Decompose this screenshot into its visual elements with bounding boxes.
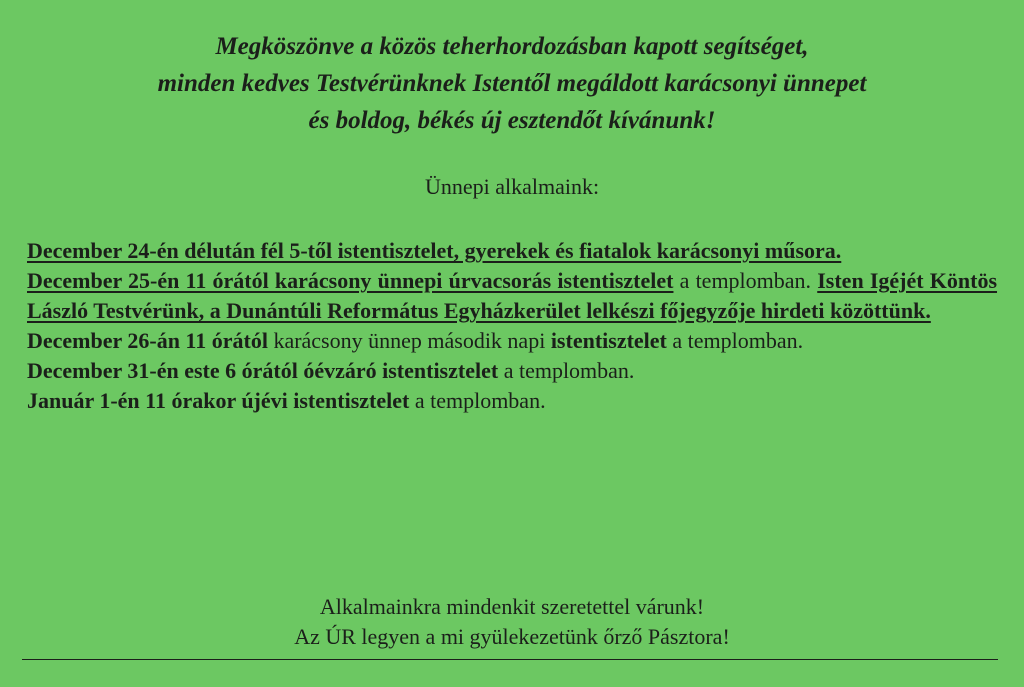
closing-line: Alkalmainkra mindenkit szeretettel várunk! bbox=[319, 594, 705, 619]
events-heading: Ünnepi alkalmaink: bbox=[424, 174, 600, 199]
event-jan-1 bbox=[27, 386, 997, 416]
event-jan-1-title: Január 1-én 11 órakor újévi istentisztelet bbox=[27, 388, 410, 413]
event-dec-31-title: December 31-én este 6 órától óévzáró istentisztelet bbox=[27, 358, 499, 383]
greeting-line: minden kedves Testvérünknek Istentől megáldott karácsonyi ünnepet bbox=[157, 70, 867, 97]
event-dec-26-location: a templomban. bbox=[666, 328, 804, 353]
event-dec-25-location: a templomban. bbox=[673, 268, 818, 293]
event-dec-31-location: a templomban. bbox=[498, 358, 635, 383]
bottom-divider bbox=[22, 659, 998, 660]
greeting-line: és boldog, békés új esztendőt kívánunk! bbox=[308, 107, 716, 134]
event-jan-1-location: a templomban. bbox=[409, 388, 546, 413]
event-dec-25 bbox=[27, 266, 997, 326]
event-dec-25-title: December 25-én 11 órától karácsony ünnepi úrvacsorás istentisztelet bbox=[27, 268, 674, 293]
closing-line: Az ÚR legyen a mi gyülekezetünk őrző Pásztora! bbox=[294, 624, 730, 649]
event-dec-24 bbox=[27, 236, 997, 266]
event-dec-31 bbox=[27, 356, 997, 386]
event-dec-26-service: istentisztelet bbox=[550, 328, 667, 353]
event-dec-24-text: December 24-én délután fél 5-től istentisztelet, gyerekek és fiatalok karácsonyi műsora. bbox=[27, 238, 842, 263]
greeting-block bbox=[0, 28, 1024, 139]
events-list bbox=[27, 236, 997, 416]
closing-block bbox=[0, 592, 1024, 652]
greeting-line: Megköszönve a közös teherhordozásban kapott segítséget, bbox=[215, 33, 809, 60]
event-dec-25-preacher: Isten Igéjét Köntös László Testvérünk, a Dunántúli Református Egyházkerület lelkészi főjegyzője hirdeti közöttünk. bbox=[27, 268, 998, 323]
event-dec-26 bbox=[27, 326, 997, 356]
event-dec-26-time: December 26-án 11 órától bbox=[27, 328, 268, 353]
event-dec-26-description: karácsony ünnep második napi bbox=[267, 328, 551, 353]
